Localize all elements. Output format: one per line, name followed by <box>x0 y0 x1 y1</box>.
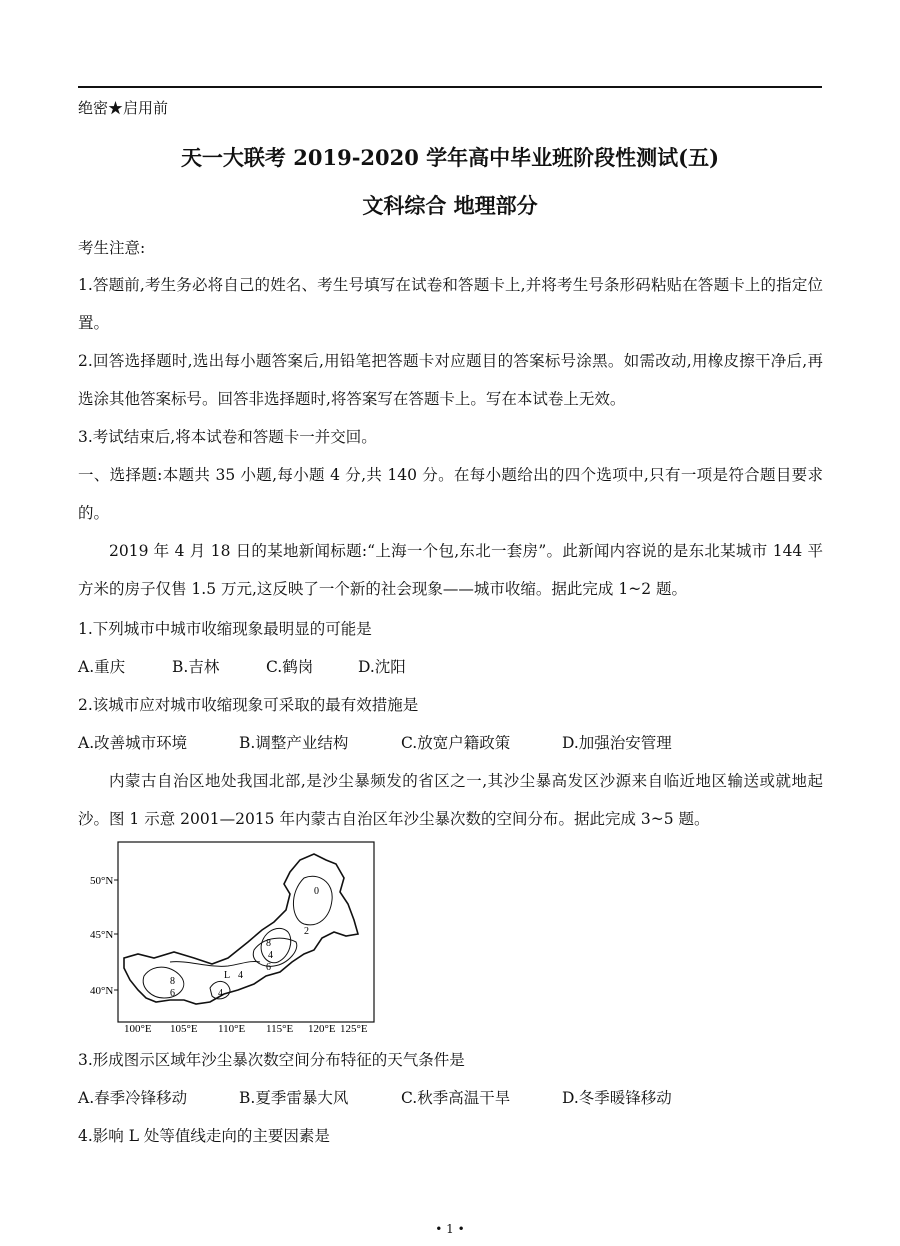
option[interactable]: A.重庆 <box>78 658 126 676</box>
lon-label: 100°E <box>124 1023 152 1035</box>
contour-label: 4 <box>268 950 273 961</box>
notice-item-1: 1.答题前,考生务必将自己的姓名、考生号填写在试卷和答题卡上,并将考生号条形码粘贴在答题卡上的指定位置。 <box>78 276 823 332</box>
contour-line <box>143 967 184 998</box>
contour-label: 4 <box>238 970 243 981</box>
section-heading: 一、选择题:本题共 35 小题,每小题 4 分,共 140 分。在每小题给出的四个选项中,只有一项是符合题目要求的。 <box>78 466 823 522</box>
contour-label: 4 <box>218 988 223 999</box>
lon-label: 125°E <box>340 1023 368 1035</box>
question-2-options <box>78 733 672 753</box>
contour-label: L <box>224 970 231 981</box>
lon-label: 110°E <box>218 1023 246 1035</box>
contour-label: 8 <box>266 938 271 949</box>
contour-label: 6 <box>170 988 175 999</box>
option[interactable]: A.春季冷锋移动 <box>78 1089 188 1107</box>
question-1-options <box>78 657 406 677</box>
inner-mongolia-dust-map <box>78 838 378 1036</box>
option[interactable]: C.放宽户籍政策 <box>401 734 511 752</box>
lat-label: 45°N <box>90 929 114 941</box>
option[interactable]: A.改善城市环境 <box>78 734 188 752</box>
contour-label: 2 <box>304 926 309 937</box>
region-outline <box>124 854 358 1004</box>
notice-item-3: 3.考试结束后,将本试卷和答题卡一并交回。 <box>78 428 377 446</box>
option[interactable]: C.秋季高温干旱 <box>401 1089 511 1107</box>
contour-line <box>293 876 332 925</box>
question-4-stem: 4.影响 L 处等值线走向的主要因素是 <box>78 1127 330 1145</box>
contour-label: 8 <box>170 976 175 987</box>
passage-2: 内蒙古自治区地处我国北部,是沙尘暴频发的省区之一,其沙尘暴高发区沙源来自临近地区输送或就地起沙。图 1 示意 2001—2015 年内蒙古自治区年沙尘暴次数的空间分布。据此完成 3~5 题。 <box>78 772 823 828</box>
option[interactable]: C.鹤岗 <box>266 658 314 676</box>
option[interactable]: D.加强治安管理 <box>562 734 672 752</box>
secret-label: 绝密★启用前 <box>78 99 169 117</box>
header-rule <box>78 86 822 88</box>
option[interactable]: D.沈阳 <box>358 658 406 676</box>
lon-label: 120°E <box>308 1023 336 1035</box>
option[interactable]: D.冬季暖锋移动 <box>562 1089 672 1107</box>
page-number: • 1 • <box>435 1222 465 1236</box>
lat-label: 40°N <box>90 985 114 997</box>
lon-label: 105°E <box>170 1023 198 1035</box>
question-2-stem: 2.该城市应对城市收缩现象可采取的最有效措施是 <box>78 696 419 714</box>
lon-label: 115°E <box>266 1023 294 1035</box>
option[interactable]: B.夏季雷暴大风 <box>239 1089 349 1107</box>
question-3-options <box>78 1088 672 1108</box>
contour-label: 0 <box>314 886 319 897</box>
exam-subtitle: 文科综合 地理部分 <box>362 193 538 218</box>
option[interactable]: B.调整产业结构 <box>239 734 349 752</box>
exam-title: 天一大联考 2019-2020 学年高中毕业班阶段性测试(五) <box>180 145 720 170</box>
notice-item-2: 2.回答选择题时,选出每小题答案后,用铅笔把答题卡对应题目的答案标号涂黑。如需改动,用橡皮擦干净后,再选涂其他答案标号。回答非选择题时,将答案写在答题卡上。写在本试卷上无效。 <box>78 352 823 408</box>
contour-label: 6 <box>266 962 271 973</box>
lat-label: 50°N <box>90 875 114 887</box>
option[interactable]: B.吉林 <box>172 658 220 676</box>
question-3-stem: 3.形成图示区域年沙尘暴次数空间分布特征的天气条件是 <box>78 1051 465 1069</box>
question-1-stem: 1.下列城市中城市收缩现象最明显的可能是 <box>78 620 372 638</box>
notice-heading: 考生注意: <box>78 239 146 257</box>
passage-1: 2019 年 4 月 18 日的某地新闻标题:“上海一个包,东北一套房”。此新闻内容说的是东北某城市 144 平方米的房子仅售 1.5 万元,这反映了一个新的社会现象——城市收缩。据此完成 1~2 题。 <box>78 542 823 598</box>
